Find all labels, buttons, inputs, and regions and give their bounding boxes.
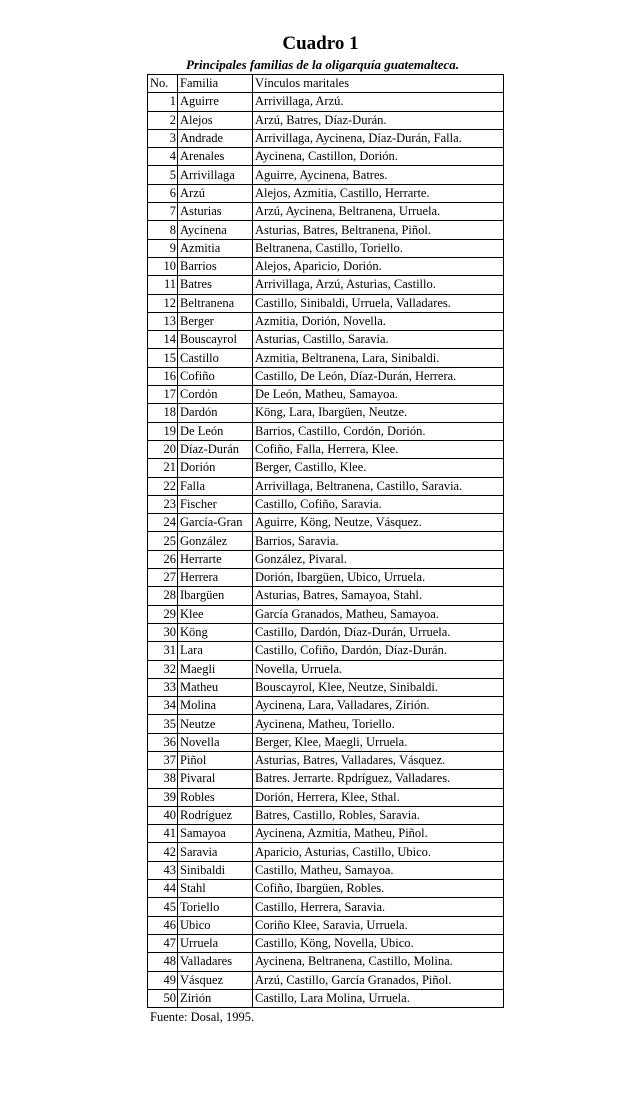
familia-cell: Fischer xyxy=(178,495,253,513)
no-cell: 8 xyxy=(148,221,178,239)
vinculos-cell: Castillo, Cofiño, Saravia. xyxy=(253,495,504,513)
vinculos-cell: Berger, Klee, Maegli, Urruela. xyxy=(253,733,504,751)
no-cell: 13 xyxy=(148,312,178,330)
vinculos-cell: Berger, Castillo, Klee. xyxy=(253,459,504,477)
familia-cell: García-Gran xyxy=(178,514,253,532)
familia-cell: Maegli xyxy=(178,660,253,678)
no-cell: 5 xyxy=(148,166,178,184)
familia-cell: Urruela xyxy=(178,934,253,952)
vinculos-cell: Köng, Lara, Ibargüen, Neutze. xyxy=(253,404,504,422)
familia-cell: Molina xyxy=(178,697,253,715)
vinculos-cell: Azmitia, Dorión, Novella. xyxy=(253,312,504,330)
no-cell: 43 xyxy=(148,861,178,879)
table-row xyxy=(148,440,504,458)
table-row xyxy=(148,861,504,879)
table-row xyxy=(148,349,504,367)
no-cell: 24 xyxy=(148,514,178,532)
familia-cell: Zirión xyxy=(178,989,253,1007)
familia-cell: Lara xyxy=(178,642,253,660)
vinculos-cell: Castillo, Dardón, Díaz-Durán, Urruela. xyxy=(253,623,504,641)
vinculos-cell: Batres, Castillo, Robles, Saravia. xyxy=(253,806,504,824)
no-cell: 18 xyxy=(148,404,178,422)
no-cell: 44 xyxy=(148,880,178,898)
no-cell: 37 xyxy=(148,751,178,769)
table-row xyxy=(148,166,504,184)
vinculos-cell: Arrivillaga, Arzú. xyxy=(253,93,504,111)
no-cell: 30 xyxy=(148,623,178,641)
vinculos-cell: Aycinena, Matheu, Toriello. xyxy=(253,715,504,733)
table-row xyxy=(148,587,504,605)
no-cell: 9 xyxy=(148,239,178,257)
table-row xyxy=(148,733,504,751)
table-row xyxy=(148,916,504,934)
no-cell: 38 xyxy=(148,770,178,788)
vinculos-cell: Beltranena, Castillo, Toriello. xyxy=(253,239,504,257)
vinculos-cell: Arzú, Aycinena, Beltranena, Urruela. xyxy=(253,203,504,221)
table-row xyxy=(148,257,504,275)
table-row xyxy=(148,825,504,843)
familia-cell: Dorión xyxy=(178,459,253,477)
header-familia: Familia xyxy=(178,75,253,93)
familia-cell: Beltranena xyxy=(178,294,253,312)
no-cell: 26 xyxy=(148,550,178,568)
familia-cell: Robles xyxy=(178,788,253,806)
vinculos-cell: Castillo, Köng, Novella, Ubico. xyxy=(253,934,504,952)
vinculos-cell: Alejos, Azmitia, Castillo, Herrarte. xyxy=(253,184,504,202)
vinculos-cell: Castillo, Sinibaldi, Urruela, Valladares. xyxy=(253,294,504,312)
vinculos-cell: Castillo, Lara Molina, Urruela. xyxy=(253,989,504,1007)
vinculos-cell: Aycinena, Castillon, Dorión. xyxy=(253,148,504,166)
no-cell: 19 xyxy=(148,422,178,440)
familia-cell: González xyxy=(178,532,253,550)
vinculos-cell: Barrios, Castillo, Cordón, Dorión. xyxy=(253,422,504,440)
vinculos-cell: Dorión, Ibargüen, Ubico, Urruela. xyxy=(253,569,504,587)
no-cell: 31 xyxy=(148,642,178,660)
familia-cell: Köng xyxy=(178,623,253,641)
familia-cell: Klee xyxy=(178,605,253,623)
vinculos-cell: Novella, Urruela. xyxy=(253,660,504,678)
familia-cell: Falla xyxy=(178,477,253,495)
vinculos-cell: Asturias, Castillo, Saravia. xyxy=(253,331,504,349)
vinculos-cell: Castillo, Matheu, Samayoa. xyxy=(253,861,504,879)
familia-cell: Matheu xyxy=(178,678,253,696)
familia-cell: Alejos xyxy=(178,111,253,129)
no-cell: 15 xyxy=(148,349,178,367)
familia-cell: Valladares xyxy=(178,953,253,971)
no-cell: 12 xyxy=(148,294,178,312)
table-row xyxy=(148,569,504,587)
table-row xyxy=(148,953,504,971)
no-cell: 11 xyxy=(148,276,178,294)
familia-cell: Neutze xyxy=(178,715,253,733)
familia-cell: Novella xyxy=(178,733,253,751)
table-row xyxy=(148,806,504,824)
vinculos-cell: Arrivillaga, Aycinena, Díaz-Durán, Falla. xyxy=(253,129,504,147)
familia-cell: Herrera xyxy=(178,569,253,587)
table-row xyxy=(148,404,504,422)
familia-cell: Arenales xyxy=(178,148,253,166)
table-row xyxy=(148,880,504,898)
familia-cell: Ubico xyxy=(178,916,253,934)
table-row xyxy=(148,934,504,952)
no-cell: 6 xyxy=(148,184,178,202)
table-row xyxy=(148,788,504,806)
familia-cell: Cofiño xyxy=(178,367,253,385)
familia-cell: Cordón xyxy=(178,386,253,404)
table-row xyxy=(148,770,504,788)
table-row xyxy=(148,715,504,733)
familia-cell: Arzú xyxy=(178,184,253,202)
vinculos-cell: Dorión, Herrera, Klee, Sthal. xyxy=(253,788,504,806)
familia-cell: Piñol xyxy=(178,751,253,769)
no-cell: 27 xyxy=(148,569,178,587)
no-cell: 42 xyxy=(148,843,178,861)
vinculos-cell: González, Pivaral. xyxy=(253,550,504,568)
familia-cell: Herrarte xyxy=(178,550,253,568)
familia-cell: Saravia xyxy=(178,843,253,861)
table-row xyxy=(148,129,504,147)
no-cell: 33 xyxy=(148,678,178,696)
familia-cell: Arrivillaga xyxy=(178,166,253,184)
no-cell: 50 xyxy=(148,989,178,1007)
vinculos-cell: García Granados, Matheu, Samayoa. xyxy=(253,605,504,623)
vinculos-cell: Arzú, Batres, Díaz-Durán. xyxy=(253,111,504,129)
table-row xyxy=(148,605,504,623)
no-cell: 29 xyxy=(148,605,178,623)
familia-cell: De León xyxy=(178,422,253,440)
vinculos-cell: Aycinena, Beltranena, Castillo, Molina. xyxy=(253,953,504,971)
table-row xyxy=(148,367,504,385)
vinculos-cell: Cofiño, Falla, Herrera, Klee. xyxy=(253,440,504,458)
familia-cell: Azmitia xyxy=(178,239,253,257)
no-cell: 46 xyxy=(148,916,178,934)
no-cell: 28 xyxy=(148,587,178,605)
no-cell: 49 xyxy=(148,971,178,989)
header-row xyxy=(148,75,504,93)
table-row xyxy=(148,184,504,202)
vinculos-cell: Arrivillaga, Arzú, Asturias, Castillo. xyxy=(253,276,504,294)
no-cell: 39 xyxy=(148,788,178,806)
vinculos-cell: Arrivillaga, Beltranena, Castillo, Saravia. xyxy=(253,477,504,495)
familia-cell: Rodríguez xyxy=(178,806,253,824)
table-row xyxy=(148,203,504,221)
vinculos-cell: Aycinena, Lara, Valladares, Zirión. xyxy=(253,697,504,715)
no-cell: 22 xyxy=(148,477,178,495)
vinculos-cell: Asturias, Batres, Samayoa, Stahl. xyxy=(253,587,504,605)
familia-cell: Díaz-Durán xyxy=(178,440,253,458)
familia-cell: Andrade xyxy=(178,129,253,147)
familia-cell: Ibargüen xyxy=(178,587,253,605)
familia-cell: Toriello xyxy=(178,898,253,916)
no-cell: 36 xyxy=(148,733,178,751)
families-table xyxy=(147,74,504,1008)
table-row xyxy=(148,971,504,989)
no-cell: 40 xyxy=(148,806,178,824)
vinculos-cell: Aycinena, Azmitia, Matheu, Piñol. xyxy=(253,825,504,843)
no-cell: 20 xyxy=(148,440,178,458)
table-body xyxy=(148,75,504,1008)
table-row xyxy=(148,660,504,678)
vinculos-cell: Alejos, Aparicio, Dorión. xyxy=(253,257,504,275)
table-row xyxy=(148,294,504,312)
vinculos-cell: Aguirre, Aycinena, Batres. xyxy=(253,166,504,184)
table-row xyxy=(148,697,504,715)
table-title: Cuadro 1 xyxy=(282,33,359,54)
familia-cell: Bouscayrol xyxy=(178,331,253,349)
table-row xyxy=(148,495,504,513)
no-cell: 32 xyxy=(148,660,178,678)
table-row xyxy=(148,532,504,550)
vinculos-cell: Cofiño, Ibargüen, Robles. xyxy=(253,880,504,898)
familia-cell: Berger xyxy=(178,312,253,330)
vinculos-cell: Asturias, Batres, Valladares, Vásquez. xyxy=(253,751,504,769)
vinculos-cell: Bouscayrol, Klee, Neutze, Sinibaldi. xyxy=(253,678,504,696)
no-cell: 7 xyxy=(148,203,178,221)
vinculos-cell: Castillo, Herrera, Saravia. xyxy=(253,898,504,916)
table-row xyxy=(148,93,504,111)
familia-cell: Asturias xyxy=(178,203,253,221)
table-subtitle: Principales familias de la oligarquía guatemalteca. xyxy=(186,57,459,72)
no-cell: 25 xyxy=(148,532,178,550)
vinculos-cell: Batres. Jerrarte. Rpdríguez, Valladares. xyxy=(253,770,504,788)
no-cell: 14 xyxy=(148,331,178,349)
no-cell: 3 xyxy=(148,129,178,147)
vinculos-cell: Castillo, Cofiño, Dardón, Díaz-Durán. xyxy=(253,642,504,660)
no-cell: 2 xyxy=(148,111,178,129)
familia-cell: Aguirre xyxy=(178,93,253,111)
no-cell: 4 xyxy=(148,148,178,166)
no-cell: 41 xyxy=(148,825,178,843)
no-cell: 10 xyxy=(148,257,178,275)
table-row xyxy=(148,514,504,532)
familia-cell: Barrios xyxy=(178,257,253,275)
familia-cell: Pivaral xyxy=(178,770,253,788)
table-row xyxy=(148,550,504,568)
familia-cell: Stahl xyxy=(178,880,253,898)
table-row xyxy=(148,751,504,769)
vinculos-cell: Azmitia, Beltranena, Lara, Sinibaldi. xyxy=(253,349,504,367)
table-row xyxy=(148,276,504,294)
source-note: Fuente: Dosal, 1995. xyxy=(150,1010,255,1024)
no-cell: 17 xyxy=(148,386,178,404)
table-row xyxy=(148,642,504,660)
table-row xyxy=(148,459,504,477)
no-cell: 1 xyxy=(148,93,178,111)
table-row xyxy=(148,989,504,1007)
table-row xyxy=(148,678,504,696)
vinculos-cell: Asturias, Batres, Beltranena, Piñol. xyxy=(253,221,504,239)
table-row xyxy=(148,477,504,495)
table-row xyxy=(148,148,504,166)
no-cell: 34 xyxy=(148,697,178,715)
no-cell: 16 xyxy=(148,367,178,385)
no-cell: 47 xyxy=(148,934,178,952)
table-row xyxy=(148,239,504,257)
table-row xyxy=(148,111,504,129)
no-cell: 35 xyxy=(148,715,178,733)
header-vinculos: Vínculos maritales xyxy=(253,75,504,93)
table-row xyxy=(148,221,504,239)
vinculos-cell: Arzú, Castillo, García Granados, Piñol. xyxy=(253,971,504,989)
no-cell: 21 xyxy=(148,459,178,477)
vinculos-cell: Aguirre, Köng, Neutze, Vásquez. xyxy=(253,514,504,532)
table-row xyxy=(148,898,504,916)
table-row xyxy=(148,386,504,404)
no-cell: 23 xyxy=(148,495,178,513)
familia-cell: Aycinena xyxy=(178,221,253,239)
table-row xyxy=(148,422,504,440)
familia-cell: Samayoa xyxy=(178,825,253,843)
table-row xyxy=(148,312,504,330)
familia-cell: Vásquez xyxy=(178,971,253,989)
vinculos-cell: De León, Matheu, Samayoa. xyxy=(253,386,504,404)
familia-cell: Sinibaldi xyxy=(178,861,253,879)
vinculos-cell: Castillo, De León, Díaz-Durán, Herrera. xyxy=(253,367,504,385)
header-no: No. xyxy=(148,75,178,93)
vinculos-cell: Coriño Klee, Saravia, Urruela. xyxy=(253,916,504,934)
familia-cell: Dardón xyxy=(178,404,253,422)
table-row xyxy=(148,623,504,641)
table-row xyxy=(148,331,504,349)
familia-cell: Castillo xyxy=(178,349,253,367)
table-row xyxy=(148,843,504,861)
no-cell: 45 xyxy=(148,898,178,916)
vinculos-cell: Aparicio, Asturias, Castillo, Ubico. xyxy=(253,843,504,861)
no-cell: 48 xyxy=(148,953,178,971)
familia-cell: Batres xyxy=(178,276,253,294)
vinculos-cell: Barrios, Saravia. xyxy=(253,532,504,550)
